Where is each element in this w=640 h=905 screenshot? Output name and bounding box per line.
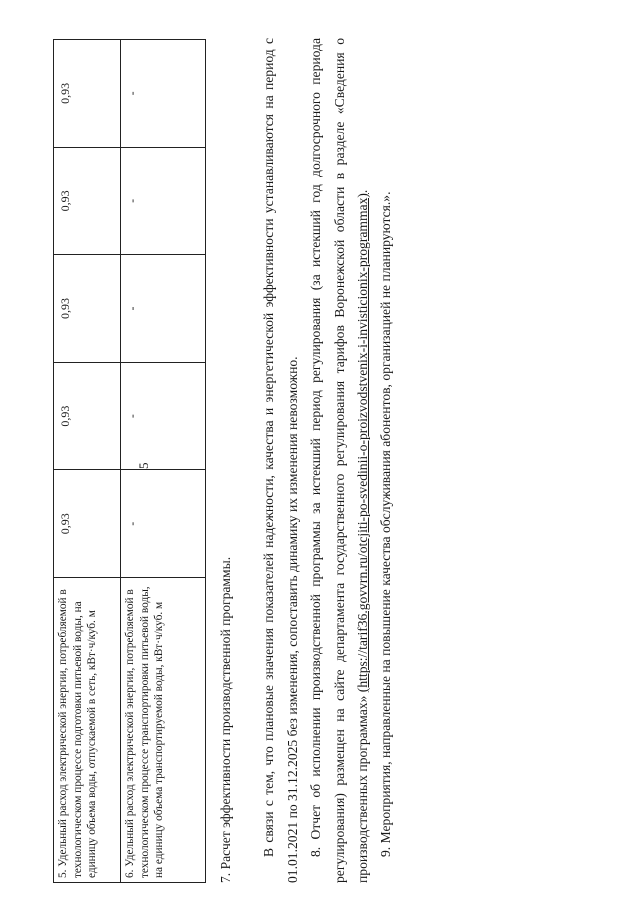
cell-value: 0,93	[54, 470, 121, 578]
cell-value: 0,93	[54, 40, 121, 148]
page-number: 5	[136, 462, 151, 469]
table-row	[121, 40, 206, 883]
section-9-paragraph: 9. Мероприятия, направленные на повышение качества обслуживания абонентов, организацией не планируются.».	[378, 191, 394, 857]
cell-value: -	[121, 147, 206, 255]
body-text	[214, 38, 398, 883]
cell-value: 0,93	[54, 255, 121, 363]
section-8-text: 8. Отчет об исполнении производственной программы за истекший период регулирования (за истекший год долгосрочного периода регулирования) размещен на сайте департамента государственного регулирования тарифов Воронежской области в разделе «Сведения о производственных программах»	[308, 38, 371, 883]
section-8-tail: .	[355, 189, 371, 194]
indicators-table	[53, 39, 206, 883]
cell-value: 0,93	[54, 147, 121, 255]
cell-value: -	[121, 255, 206, 363]
cell-value: -	[121, 362, 206, 470]
cell-value: 0,93	[54, 362, 121, 470]
section-7-paragraph: В связи с тем, что плановые значения показателей надежности, качества и энергетической эффективности устанавливаются на период с 01.01.2021 по 31.12.2025 без изменения, сопоставить динамику их изменения невозможно.	[261, 38, 300, 883]
tariff-site-link[interactable]: (https://tarif36.govvrn.ru/otcjiti-po-svedinii-o-proizvodstvenix-i-invisticionix-programmax)	[355, 193, 371, 693]
cell-value: -	[121, 470, 206, 578]
section-8-paragraph	[304, 38, 374, 883]
cell-value: -	[121, 40, 206, 148]
table-row	[54, 40, 121, 883]
row-label: 6. Удельный расход электрической энергии, потребляемой в технологическом процессе транспортировки питьевой воды, на единицу объема транспортируемой воды, кВт·ч/куб. м	[121, 578, 206, 883]
spacer	[237, 38, 257, 883]
section-7-heading: 7. Расчет эффективности производственной программы.	[218, 556, 233, 883]
row-label: 5. Удельный расход электрической энергии, потребляемой в технологическом процессе подготовки питьевой воды, на единицу объема воды, отпускаемой в сеть, кВт·ч/куб. м	[54, 578, 121, 883]
